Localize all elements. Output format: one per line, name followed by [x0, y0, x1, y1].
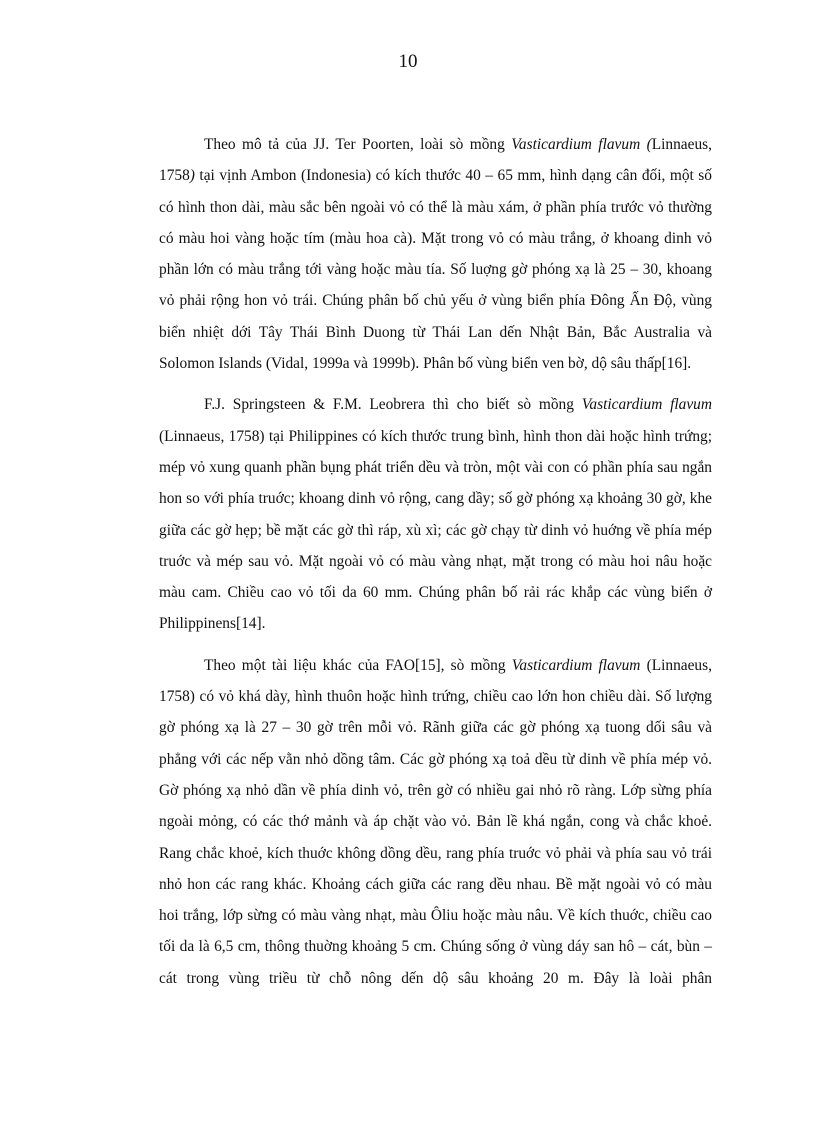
- paragraph-3: [159, 650, 712, 994]
- paragraph-1-close-paren: ): [189, 167, 195, 185]
- paragraph-3-species: Vasticardium flavum: [511, 656, 641, 674]
- paragraph-1-species: Vasticardium flavum (: [511, 136, 652, 153]
- paragraph-3-intro: Theo một tài liệu khác của FAO[15], sò mồng: [204, 656, 512, 674]
- paragraph-3-body: (Linnaeus, 1758) có vỏ khá dày, hình thuôn hoặc hình trứng, chiều cao lớn hon chiều dài. Số lượng gờ phóng xạ là 27 – 30 gờ trên mỗi vỏ. Rãnh giữa các gờ phóng xạ tuong dối sâu và phẳng với các nếp vằn nhỏ dồng tâm. Các gờ phóng xạ toả dều từ dinh về phía mép vỏ. Gờ phóng xạ nhỏ dần về phía dinh vỏ, trên gờ có nhiều gai nhỏ rõ ràng. Lớp sừng phía ngoài mỏng, có các thớ mảnh và áp chặt vào vỏ. Bản lề khá ngắn, cong và chắc khoẻ. Rang chắc khoẻ, kích thuớc không dồng dều, rang phía truớc vỏ phải và phía sau vỏ trái nhỏ hon các rang khác. Khoảng cách giữa các rang dều nhau. Bề mặt ngoài vỏ có màu hoi trắng, lớp sừng có màu vàng nhạt, màu Ôliu hoặc màu nâu. Về kích thuớc, chiều cao tối da là 6,5 cm, thông thuờng khoảng 5 cm. Chúng sống ở vùng dáy san hô – cát, bùn – cát trong vùng triều từ chỗ nông dến dộ sâu khoảng 20 m. Đây là loài phân: [159, 656, 712, 987]
- page-number: 10: [398, 51, 418, 72]
- paragraph-2-body: (Linnaeus, 1758) tại Philippines có kích thước trung bình, hình thon dài hoặc hình trứng; mép vỏ xung quanh phần bụng phát triển dều và tròn, một vài con có phần phía sau ngắn hon so với phía truớc; khoang dinh vỏ rộng, cang dầy; số gờ phóng xạ khoảng 30 gờ, khe giữa các gờ hẹp; bề mặt các gờ thì ráp, xù xì; các gờ chạy từ dinh vỏ huớng về phía mép truớc và mép sau vỏ. Mặt ngoài vỏ có màu vàng nhạt, mặt trong có màu hoi nâu hoặc màu cam. Chiều cao vỏ tối da 60 mm. Chúng phân bố rải rác khắp các vùng biển ở Philippinens[14].: [159, 427, 712, 633]
- paragraph-2: [159, 389, 712, 639]
- paragraph-1-species-author: Linnaeus, 1758: [159, 136, 712, 185]
- paragraph-2-intro: F.J. Springsteen & F.M. Leobrera thì cho biết sò mồng: [204, 396, 582, 414]
- paragraph-1-body: tại vịnh Ambon (Indonesia) có kích thước 40 – 65 mm, hình dạng cân đối, một số có hình thon dài, màu sắc bên ngoài vỏ có thể là màu xám, ở phần phía trước vỏ thường có màu hoi vàng hoặc tím (màu hoa cà). Mặt trong vỏ có màu trắng, ở khoang dinh vỏ phần lớn có màu trắng tới vàng hoặc màu tía. Số luợng gờ phóng xạ là 25 – 30, khoang vỏ phải rộng hon vỏ trái. Chúng phân bố chủ yếu ở vùng biển phía Đông Ấn Độ, vùng biển nhiệt dới Tây Thái Bình Duong từ Thái Lan dến Nhật Bản, Bắc Australia và Solomon Islands (Vidal, 1999a và 1999b). Phân bố vùng biển ven bờ, dộ sâu thấp[16].: [159, 167, 712, 373]
- paragraph-2-species: Vasticardium flavum: [581, 396, 712, 414]
- paragraph-1: [159, 129, 712, 379]
- paragraph-1-intro: Theo mô tả của JJ. Ter Poorten, loài sò mồng: [204, 136, 512, 153]
- body-text: [159, 129, 712, 1004]
